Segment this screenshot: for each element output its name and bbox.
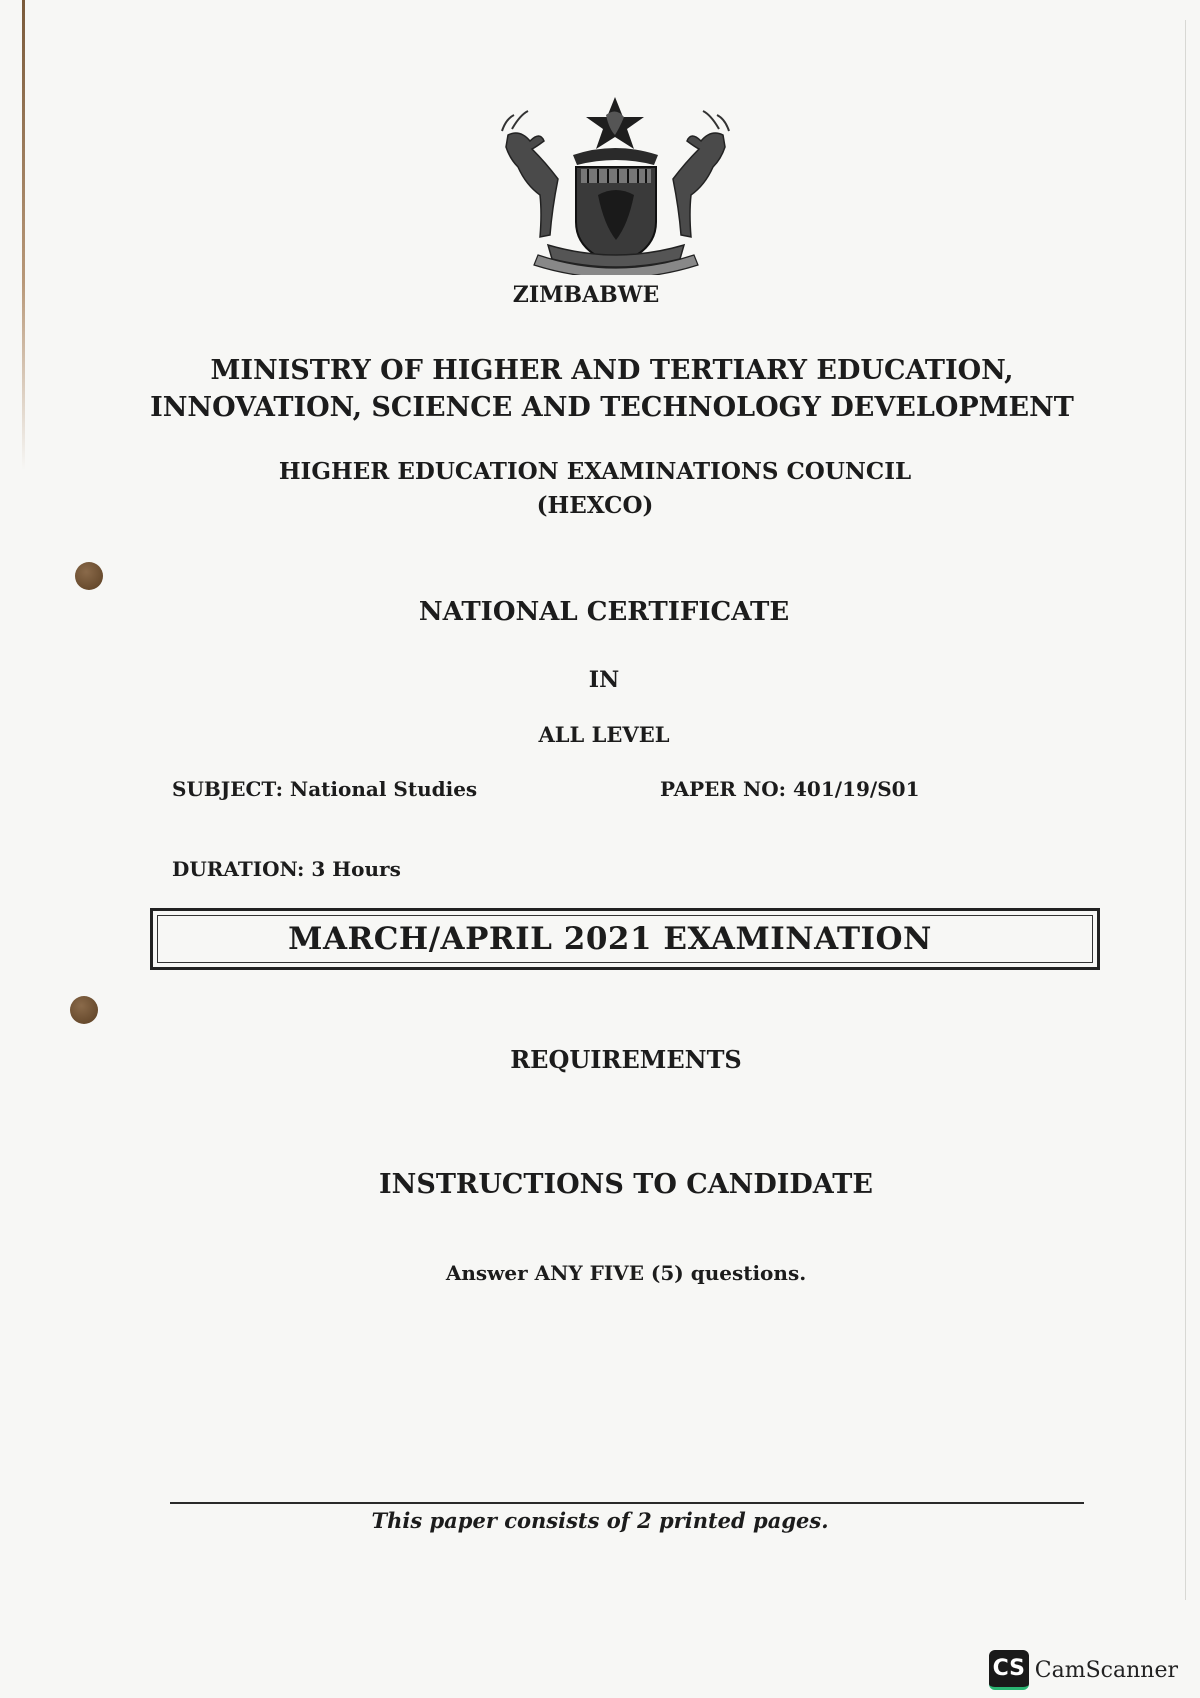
exam-title-box-inner	[157, 915, 1093, 963]
camscanner-name: CamScanner	[1034, 1657, 1178, 1683]
council-line-2: (HEXCO)	[536, 492, 654, 519]
zimbabwe-coat-of-arms-icon	[488, 95, 743, 275]
certificate-connector: IN	[588, 667, 620, 693]
certificate-level: ALL LEVEL	[538, 722, 670, 747]
page-edge-right	[1185, 20, 1186, 1600]
camscanner-watermark	[989, 1650, 1178, 1690]
paper-number: PAPER NO: 401/19/S01	[660, 777, 920, 801]
certificate-title: NATIONAL CERTIFICATE	[418, 597, 790, 627]
council-line-1: HIGHER EDUCATION EXAMINATIONS COUNCIL	[278, 458, 912, 485]
requirements-heading: REQUIREMENTS	[510, 1045, 742, 1074]
footer-divider	[170, 1502, 1084, 1504]
subject-line: SUBJECT: National Studies	[172, 777, 478, 801]
ministry-line-2: INNOVATION, SCIENCE AND TECHNOLOGY DEVELOPMENT	[150, 392, 1074, 423]
answer-instruction: Answer ANY FIVE (5) questions.	[445, 1261, 807, 1285]
exam-title-box	[150, 908, 1100, 970]
duration-line: DURATION: 3 Hours	[172, 857, 401, 881]
page-count-note: This paper consists of 2 printed pages.	[371, 1508, 829, 1533]
camscanner-logo-icon: CS	[989, 1650, 1029, 1690]
instructions-heading: INSTRUCTIONS TO CANDIDATE	[379, 1169, 873, 1200]
country-name: ZIMBABWE	[512, 282, 660, 308]
council-name	[0, 455, 1195, 523]
punch-hole-top	[75, 562, 103, 590]
exam-title: MARCH/APRIL 2021 EXAMINATION	[288, 921, 932, 957]
punch-hole-bottom	[70, 996, 98, 1024]
ministry-line-1: MINISTRY OF HIGHER AND TERTIARY EDUCATION,	[210, 355, 1014, 386]
ministry-name	[12, 352, 1200, 426]
